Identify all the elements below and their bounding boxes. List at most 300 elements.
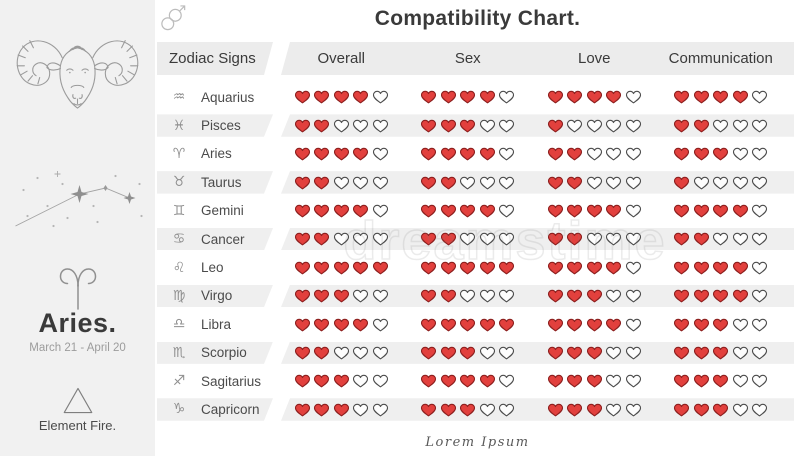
chart-area (155, 0, 800, 456)
heart-filled-icon (712, 402, 729, 418)
heart-filled-icon (313, 203, 330, 219)
heart-filled-icon (313, 89, 330, 105)
zodiac-glyph-libra: ♎ (172, 316, 186, 333)
heart-filled-icon (547, 203, 564, 219)
heart-empty-icon (625, 402, 642, 418)
zodiac-name-cell (157, 146, 278, 162)
heart-empty-icon (498, 373, 515, 389)
heart-filled-icon (479, 203, 496, 219)
heart-filled-icon (440, 317, 457, 333)
heart-filled-icon (420, 317, 437, 333)
heart-filled-icon (673, 402, 690, 418)
heart-filled-icon (420, 146, 437, 162)
heart-filled-icon (479, 260, 496, 276)
heart-filled-icon (294, 146, 311, 162)
footer-note: Lorem Ipsum (425, 435, 530, 450)
heart-filled-icon (479, 317, 496, 333)
rating-sex (405, 146, 532, 162)
heart-empty-icon (372, 118, 389, 134)
heart-filled-icon (673, 317, 690, 333)
zodiac-glyph-capricorn: ♑ (172, 401, 186, 418)
heart-filled-icon (712, 317, 729, 333)
heart-empty-icon (751, 345, 768, 361)
table-row (157, 168, 794, 196)
rating-sex (405, 317, 532, 333)
title-bar (155, 0, 800, 40)
heart-filled-icon (712, 203, 729, 219)
heart-filled-icon (586, 402, 603, 418)
heart-empty-icon (732, 317, 749, 333)
heart-empty-icon (586, 146, 603, 162)
zodiac-name-cell (157, 174, 278, 190)
sign-date-range: March 21 - April 20 (29, 342, 126, 354)
heart-empty-icon (333, 345, 350, 361)
heart-filled-icon (333, 89, 350, 105)
heart-filled-icon (712, 260, 729, 276)
heart-empty-icon (732, 175, 749, 191)
heart-filled-icon (547, 231, 564, 247)
rating-overall (278, 89, 405, 105)
heart-filled-icon (440, 260, 457, 276)
heart-filled-icon (693, 89, 710, 105)
rating-sex (405, 288, 532, 304)
ram-illustration (10, 26, 145, 138)
heart-empty-icon (498, 402, 515, 418)
zodiac-name-cell (157, 316, 278, 332)
heart-filled-icon (693, 373, 710, 389)
zodiac-sign-label: Sagitarius (201, 373, 262, 389)
heart-empty-icon (712, 118, 729, 134)
heart-empty-icon (605, 231, 622, 247)
heart-empty-icon (498, 288, 515, 304)
rating-sex (405, 373, 532, 389)
rating-love (531, 89, 658, 105)
heart-filled-icon (313, 175, 330, 191)
heart-filled-icon (566, 402, 583, 418)
rating-communication (658, 260, 785, 276)
heart-filled-icon (673, 175, 690, 191)
table-row (157, 310, 794, 338)
heart-empty-icon (751, 118, 768, 134)
heart-filled-icon (673, 89, 690, 105)
heart-empty-icon (625, 317, 642, 333)
rating-overall (278, 288, 405, 304)
rating-overall (278, 317, 405, 333)
heart-empty-icon (625, 175, 642, 191)
heart-empty-icon (479, 175, 496, 191)
heart-filled-icon (459, 146, 476, 162)
heart-filled-icon (420, 89, 437, 105)
heart-empty-icon (751, 146, 768, 162)
heart-empty-icon (732, 231, 749, 247)
rating-communication (658, 203, 785, 219)
rating-overall (278, 118, 405, 134)
heart-empty-icon (751, 89, 768, 105)
heart-empty-icon (333, 175, 350, 191)
rating-love (531, 118, 658, 134)
heart-empty-icon (352, 118, 369, 134)
heart-filled-icon (566, 260, 583, 276)
heart-filled-icon (440, 146, 457, 162)
heart-filled-icon (712, 288, 729, 304)
zodiac-sign-label: Cancer (201, 231, 245, 247)
heart-filled-icon (547, 317, 564, 333)
heart-empty-icon (372, 175, 389, 191)
table-row (157, 225, 794, 253)
rating-love (531, 288, 658, 304)
rating-sex (405, 175, 532, 191)
heart-empty-icon (498, 118, 515, 134)
rating-sex (405, 345, 532, 361)
heart-filled-icon (479, 373, 496, 389)
heart-filled-icon (333, 317, 350, 333)
heart-filled-icon (566, 373, 583, 389)
heart-filled-icon (440, 373, 457, 389)
heart-filled-icon (479, 146, 496, 162)
heart-filled-icon (333, 402, 350, 418)
heart-filled-icon (352, 317, 369, 333)
heart-filled-icon (732, 203, 749, 219)
heart-empty-icon (352, 288, 369, 304)
heart-filled-icon (605, 89, 622, 105)
zodiac-name-cell (157, 89, 278, 105)
rating-love (531, 260, 658, 276)
heart-filled-icon (294, 118, 311, 134)
heart-filled-icon (693, 345, 710, 361)
table-row (157, 83, 794, 111)
heart-filled-icon (459, 373, 476, 389)
sign-name: Aries. (38, 308, 117, 338)
zodiac-name-cell (157, 203, 278, 219)
zodiac-name-cell (157, 345, 278, 361)
heart-filled-icon (294, 317, 311, 333)
zodiac-sign-label: Leo (201, 260, 224, 276)
rating-love (531, 317, 658, 333)
heart-filled-icon (673, 373, 690, 389)
heart-empty-icon (625, 89, 642, 105)
heart-filled-icon (420, 260, 437, 276)
heart-filled-icon (459, 89, 476, 105)
rating-overall (278, 175, 405, 191)
table-row (157, 111, 794, 139)
heart-filled-icon (547, 260, 564, 276)
zodiac-name-cell (157, 231, 278, 247)
heart-filled-icon (420, 203, 437, 219)
heart-empty-icon (605, 373, 622, 389)
rating-communication (658, 175, 785, 191)
heart-empty-icon (586, 231, 603, 247)
heart-filled-icon (673, 260, 690, 276)
rating-sex (405, 203, 532, 219)
heart-filled-icon (566, 317, 583, 333)
zodiac-name-cell (157, 118, 278, 134)
rating-overall (278, 402, 405, 418)
heart-empty-icon (751, 288, 768, 304)
heart-filled-icon (459, 118, 476, 134)
heart-empty-icon (372, 345, 389, 361)
heart-filled-icon (693, 288, 710, 304)
zodiac-sign-label: Pisces (201, 118, 241, 134)
heart-filled-icon (547, 288, 564, 304)
rating-overall (278, 373, 405, 389)
heart-empty-icon (625, 146, 642, 162)
heart-empty-icon (498, 345, 515, 361)
zodiac-sign-label: Virgo (201, 288, 233, 304)
heart-empty-icon (625, 260, 642, 276)
heart-empty-icon (605, 118, 622, 134)
heart-filled-icon (566, 203, 583, 219)
heart-empty-icon (625, 203, 642, 219)
heart-filled-icon (440, 345, 457, 361)
zodiac-glyph-aries: ♈ (172, 145, 186, 162)
rating-communication (658, 345, 785, 361)
zodiac-glyph-pisces: ♓ (172, 117, 186, 134)
heart-empty-icon (625, 288, 642, 304)
rating-sex (405, 402, 532, 418)
column-header-overall: Overall (317, 50, 365, 67)
heart-filled-icon (586, 260, 603, 276)
rating-sex (405, 260, 532, 276)
heart-empty-icon (732, 402, 749, 418)
heart-filled-icon (547, 175, 564, 191)
heart-empty-icon (479, 231, 496, 247)
rating-love (531, 175, 658, 191)
heart-empty-icon (751, 373, 768, 389)
heart-empty-icon (751, 260, 768, 276)
element-label: Element Fire. (38, 418, 117, 433)
heart-filled-icon (498, 317, 515, 333)
heart-filled-icon (712, 373, 729, 389)
zodiac-sign-label: Aries (201, 146, 232, 162)
heart-filled-icon (459, 402, 476, 418)
heart-empty-icon (372, 146, 389, 162)
zodiac-glyph-leo: ♌ (172, 259, 186, 276)
heart-filled-icon (732, 288, 749, 304)
heart-empty-icon (372, 288, 389, 304)
heart-empty-icon (751, 402, 768, 418)
rating-communication (658, 89, 785, 105)
heart-filled-icon (440, 203, 457, 219)
rating-overall (278, 203, 405, 219)
heart-filled-icon (693, 260, 710, 276)
heart-filled-icon (333, 260, 350, 276)
heart-empty-icon (479, 118, 496, 134)
heart-filled-icon (586, 203, 603, 219)
heart-empty-icon (372, 89, 389, 105)
heart-filled-icon (313, 402, 330, 418)
zodiac-glyph-sagitarius: ♐ (172, 373, 186, 390)
heart-filled-icon (440, 231, 457, 247)
heart-filled-icon (352, 89, 369, 105)
heart-empty-icon (586, 175, 603, 191)
column-header-love: Love (577, 50, 611, 67)
heart-filled-icon (712, 146, 729, 162)
heart-filled-icon (547, 402, 564, 418)
rating-love (531, 345, 658, 361)
rating-communication (658, 146, 785, 162)
zodiac-sign-label: Aquarius (201, 89, 255, 105)
heart-filled-icon (420, 288, 437, 304)
heart-empty-icon (352, 231, 369, 247)
heart-filled-icon (586, 345, 603, 361)
heart-filled-icon (673, 345, 690, 361)
rating-overall (278, 231, 405, 247)
heart-filled-icon (459, 260, 476, 276)
heart-empty-icon (352, 373, 369, 389)
rating-sex (405, 89, 532, 105)
heart-filled-icon (440, 175, 457, 191)
heart-empty-icon (372, 402, 389, 418)
heart-empty-icon (751, 317, 768, 333)
rating-overall (278, 146, 405, 162)
rating-love (531, 373, 658, 389)
heart-filled-icon (294, 345, 311, 361)
rating-sex (405, 118, 532, 134)
heart-filled-icon (673, 231, 690, 247)
rating-communication (658, 288, 785, 304)
heart-empty-icon (352, 175, 369, 191)
heart-filled-icon (313, 288, 330, 304)
heart-filled-icon (313, 146, 330, 162)
heart-filled-icon (605, 203, 622, 219)
zodiac-glyph-cancer: ♋ (172, 231, 186, 248)
zodiac-name-cell (157, 401, 278, 417)
heart-filled-icon (673, 203, 690, 219)
heart-empty-icon (333, 231, 350, 247)
table-row (157, 339, 794, 367)
heart-filled-icon (547, 373, 564, 389)
heart-filled-icon (605, 317, 622, 333)
heart-empty-icon (712, 231, 729, 247)
rating-love (531, 402, 658, 418)
heart-empty-icon (372, 373, 389, 389)
heart-filled-icon (294, 402, 311, 418)
heart-empty-icon (625, 373, 642, 389)
rating-love (531, 146, 658, 162)
heart-empty-icon (586, 118, 603, 134)
heart-empty-icon (498, 89, 515, 105)
zodiac-name-cell (157, 288, 278, 304)
heart-empty-icon (751, 231, 768, 247)
heart-empty-icon (605, 345, 622, 361)
table-body (157, 83, 794, 424)
heart-empty-icon (625, 118, 642, 134)
heart-filled-icon (420, 345, 437, 361)
heart-empty-icon (625, 345, 642, 361)
heart-filled-icon (313, 231, 330, 247)
rating-communication (658, 118, 785, 134)
zodiac-glyph-taurus: ♉ (172, 174, 186, 191)
heart-filled-icon (440, 288, 457, 304)
heart-filled-icon (313, 260, 330, 276)
heart-filled-icon (566, 345, 583, 361)
heart-filled-icon (479, 89, 496, 105)
column-header-zodiac-signs: Zodiac Signs (169, 50, 256, 67)
heart-empty-icon (459, 288, 476, 304)
table-header (157, 42, 794, 75)
heart-empty-icon (712, 175, 729, 191)
heart-filled-icon (294, 89, 311, 105)
heart-filled-icon (420, 231, 437, 247)
heart-filled-icon (693, 317, 710, 333)
heart-filled-icon (313, 317, 330, 333)
heart-filled-icon (333, 146, 350, 162)
heart-filled-icon (547, 118, 564, 134)
heart-filled-icon (547, 89, 564, 105)
zodiac-glyph-virgo: ♍ (172, 287, 186, 304)
rating-communication (658, 402, 785, 418)
zodiac-glyph-scorpio: ♏ (172, 344, 186, 361)
heart-filled-icon (547, 146, 564, 162)
heart-filled-icon (352, 260, 369, 276)
heart-filled-icon (566, 288, 583, 304)
heart-filled-icon (440, 89, 457, 105)
page-title: Compatibility Chart. (374, 7, 581, 30)
heart-filled-icon (352, 146, 369, 162)
rating-communication (658, 317, 785, 333)
heart-filled-icon (547, 345, 564, 361)
zodiac-sign-label: Capricorn (201, 401, 260, 417)
fire-element-triangle-icon (60, 385, 96, 416)
constellation-icon (7, 166, 148, 232)
heart-filled-icon (566, 175, 583, 191)
rating-love (531, 231, 658, 247)
heart-empty-icon (479, 402, 496, 418)
heart-empty-icon (498, 175, 515, 191)
zodiac-name-cell (157, 373, 278, 389)
column-header-communication: Communication (668, 50, 773, 67)
heart-empty-icon (352, 345, 369, 361)
aries-symbol-icon (58, 266, 98, 312)
heart-filled-icon (693, 146, 710, 162)
heart-filled-icon (566, 146, 583, 162)
zodiac-glyph-aquarius: ♒ (172, 89, 186, 106)
table-row (157, 140, 794, 168)
heart-filled-icon (673, 118, 690, 134)
table-row (157, 395, 794, 423)
heart-empty-icon (605, 146, 622, 162)
heart-empty-icon (732, 373, 749, 389)
zodiac-sign-label: Taurus (201, 174, 242, 190)
sidebar (0, 0, 155, 456)
heart-empty-icon (732, 146, 749, 162)
heart-filled-icon (693, 203, 710, 219)
heart-filled-icon (459, 317, 476, 333)
heart-filled-icon (459, 203, 476, 219)
zodiac-name-cell (157, 260, 278, 276)
heart-empty-icon (605, 288, 622, 304)
heart-filled-icon (313, 345, 330, 361)
rating-communication (658, 373, 785, 389)
heart-filled-icon (294, 373, 311, 389)
heart-empty-icon (372, 203, 389, 219)
heart-empty-icon (498, 231, 515, 247)
heart-filled-icon (459, 345, 476, 361)
heart-filled-icon (372, 260, 389, 276)
heart-filled-icon (566, 231, 583, 247)
heart-empty-icon (459, 175, 476, 191)
heart-filled-icon (333, 203, 350, 219)
rating-overall (278, 345, 405, 361)
table-row (157, 197, 794, 225)
heart-filled-icon (352, 203, 369, 219)
heart-empty-icon (605, 402, 622, 418)
heart-filled-icon (333, 288, 350, 304)
heart-empty-icon (372, 317, 389, 333)
heart-filled-icon (693, 402, 710, 418)
heart-filled-icon (313, 373, 330, 389)
heart-filled-icon (420, 373, 437, 389)
